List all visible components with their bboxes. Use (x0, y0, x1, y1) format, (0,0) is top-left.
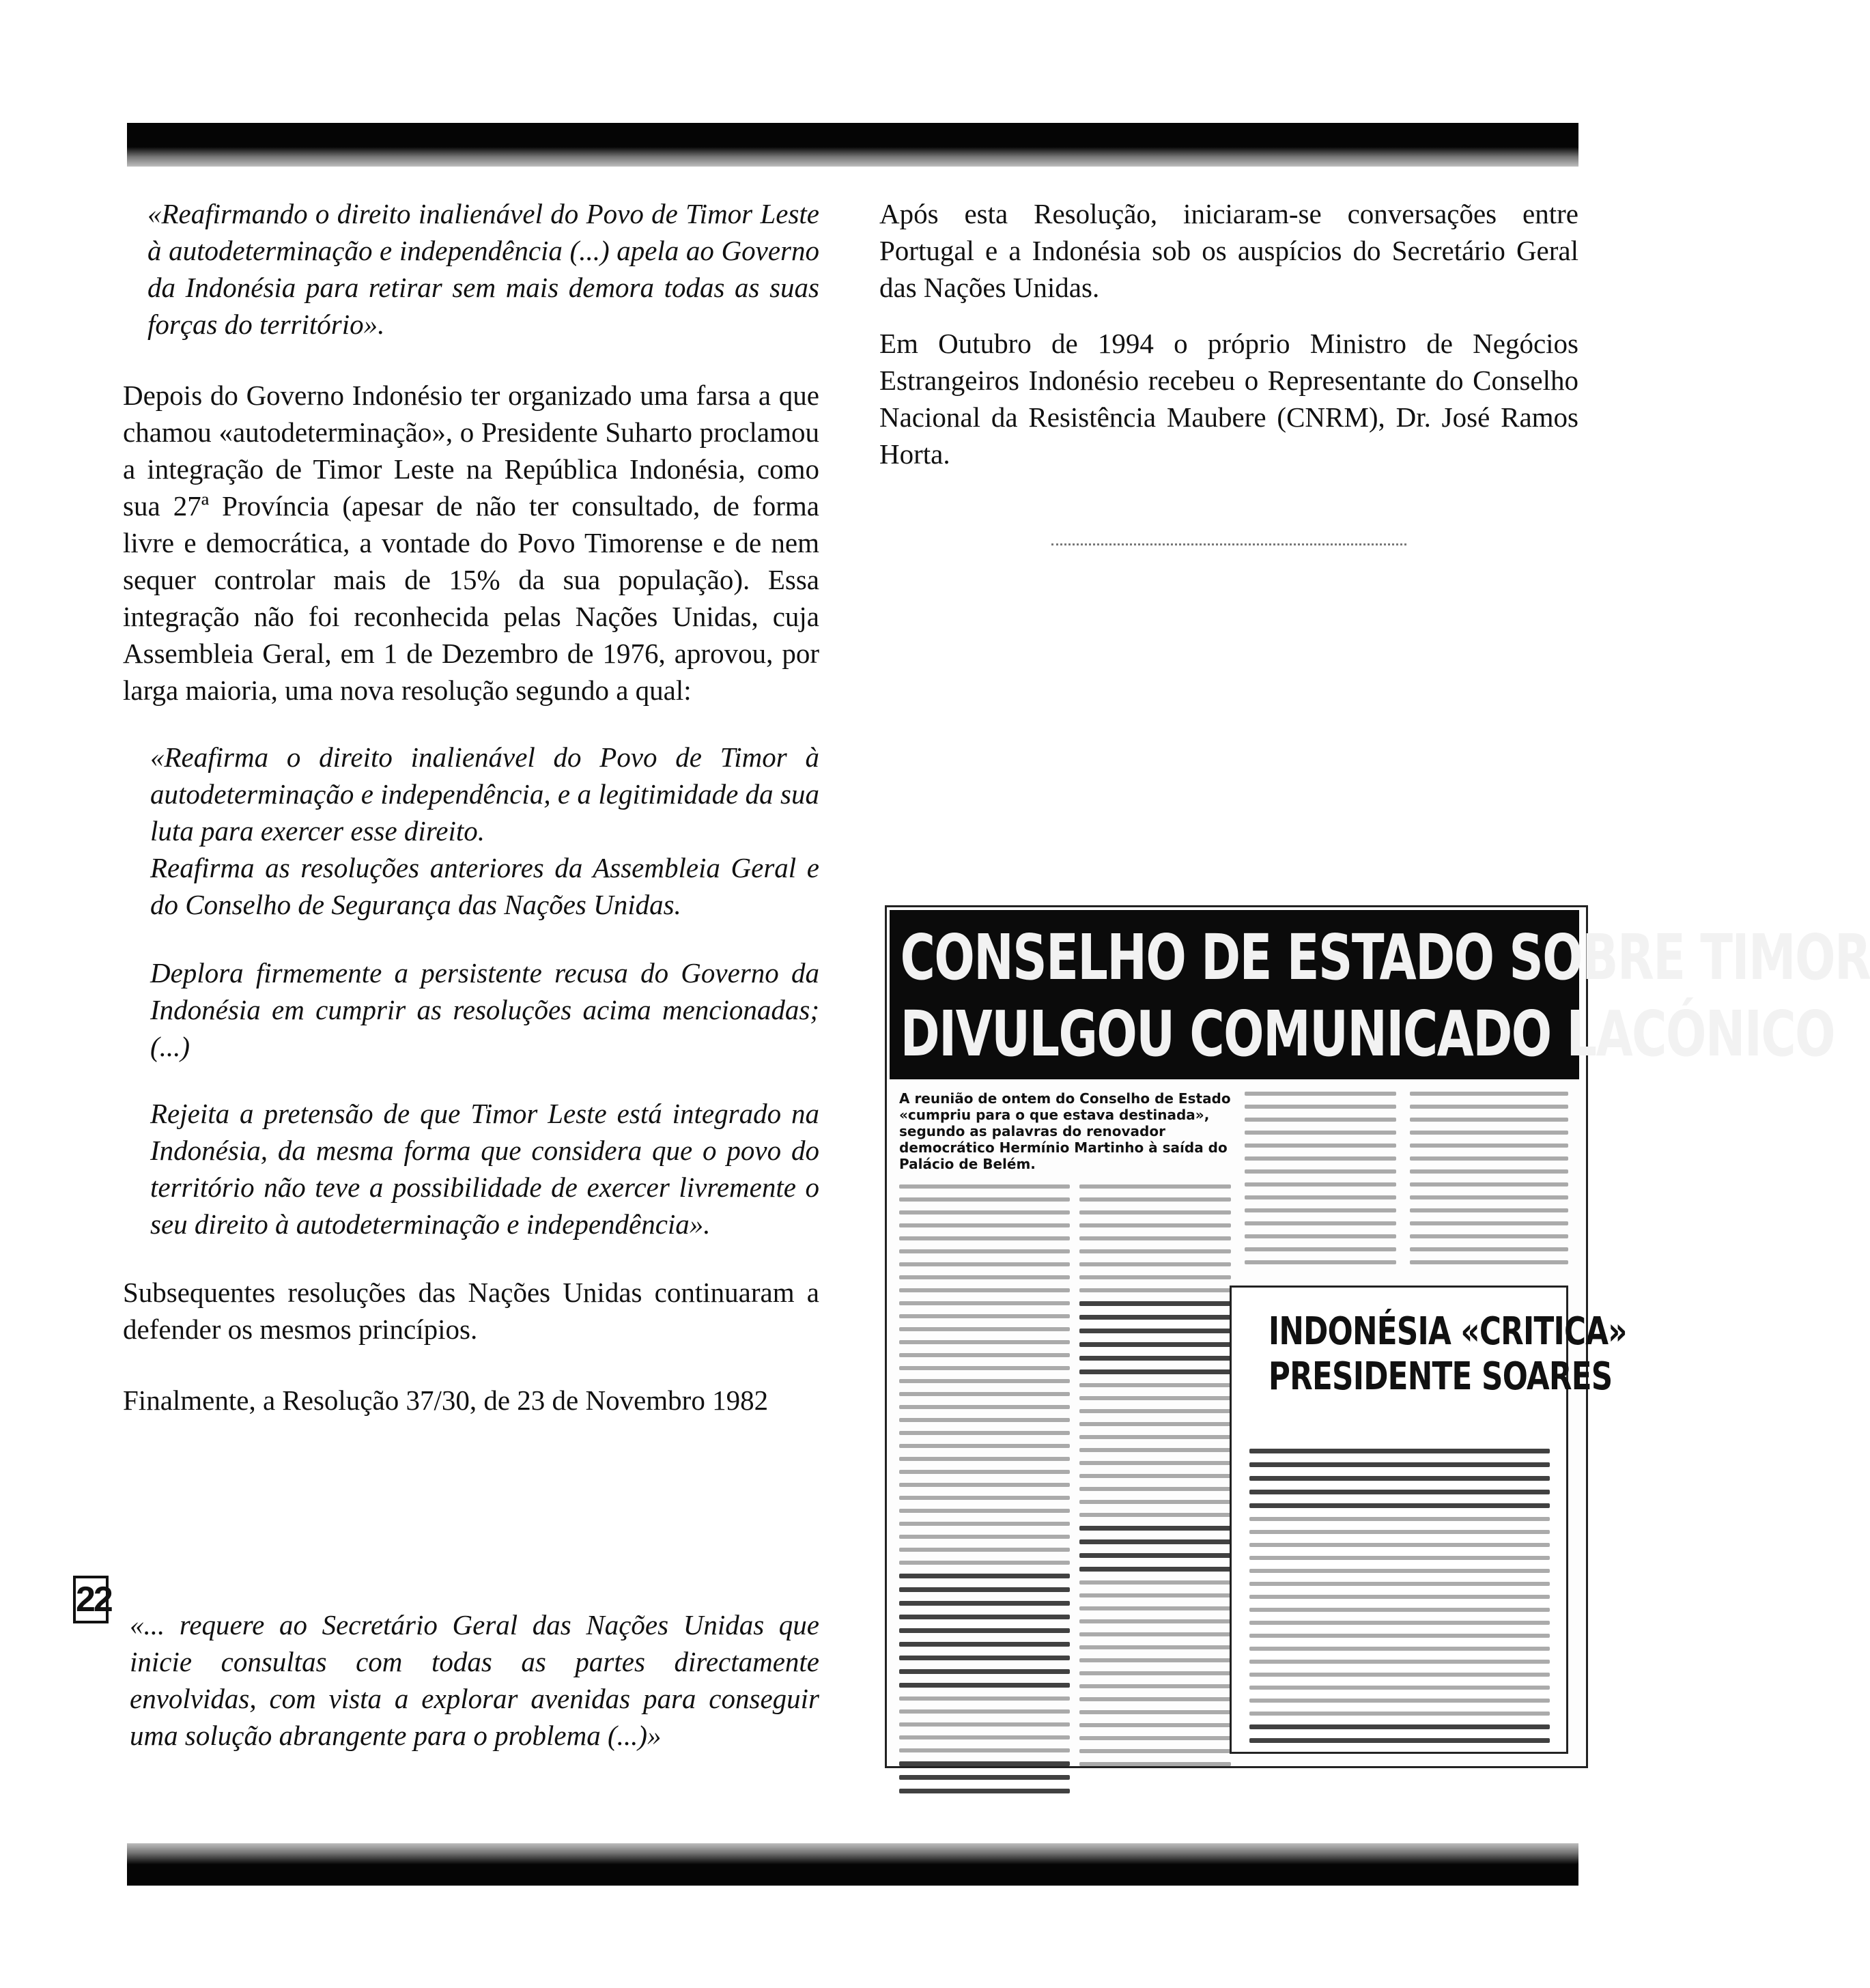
left-column (123, 195, 819, 1442)
paragraph-integration: Depois do Governo Indonésio ter organizado uma farsa a que chamou «autodeterminação», o Presidente Suharto proclamou a integração de Timor Leste na República Indonésia, como sua 27ª Província (apesar de não ter consultado, de forma livre e democrática, a vontade do Povo Timorense e de nem sequer controlar mais de 15% da sua população). Essa integração não foi reconhecida pelas Nações Unidas, cuja Assembleia Geral, em 1 de Dezembro de 1976, aprovou, por larga maioria, uma nova resolução segundo a qual: (123, 380, 819, 706)
top-decorative-bar (127, 123, 1578, 167)
inset-text-block (1249, 1449, 1550, 1752)
quote-1976-part-b: Reafirma as resoluções anteriores da Assembleia Geral e do Conselho de Segurança das Nações Unidas. (150, 852, 819, 920)
page-number: 22 (73, 1576, 109, 1623)
clipping-text-column-2 (1079, 1184, 1231, 1775)
clipping-headline-line-2: DIVULGOU COMUNICADO LACÓNICO (900, 997, 1835, 1070)
paragraph-resolution-37-30: Finalmente, a Resolução 37/30, de 23 de Novembro 1982 (123, 1384, 769, 1416)
clipping-headline-line-1: CONSELHO DE ESTADO SOBRE TIMOR (900, 921, 1870, 994)
paragraph-subsequent: Subsequentes resoluções das Nações Unidas continuaram a defender os mesmos princípios. (123, 1277, 819, 1345)
clipping-inset-article (1230, 1286, 1627, 1754)
paragraph-conversations: Após esta Resolução, iniciaram-se conversações entre Portugal e a Indonésia sob os auspícios do Secretário Geral das Nações Unidas. (879, 198, 1578, 303)
quote-1976-part-a: «Reafirma o direito inalienável do Povo de Timor à autodeterminação e independência, e a legitimidade da sua luta para exercer esse direito. (150, 741, 819, 847)
newspaper-clipping (885, 905, 1870, 1768)
bottom-decorative-bar (127, 1843, 1578, 1886)
inset-headline (1232, 1309, 1627, 1400)
dotted-separator (1051, 543, 1406, 545)
inset-headline-line-2: PRESIDENTE SOARES (1268, 1354, 1613, 1399)
quote-1976-resolution (150, 739, 819, 1242)
clipping-text-column-3 (1245, 1092, 1396, 1273)
quote-1976-part-c: Deplora firmemente a persistente recusa do Governo da Indonésia em cumprir as resoluções acima mencionadas; (...) (150, 957, 819, 1062)
clipping-text-column-1 (899, 1184, 1070, 1802)
quote-1974-resolution: «Reafirmando o direito inalienável do Povo de Timor Leste à autodeterminação e independência (...) apela ao Governo da Indonésia para retirar sem mais demora todas as suas forças do território». (147, 198, 819, 340)
inset-headline-line-1: INDONÉSIA «CRITICA» (1268, 1309, 1627, 1354)
paragraph-ramos-horta: Em Outubro de 1994 o próprio Ministro de Negócios Estrangeiros Indonésio recebeu o Representante do Conselho Nacional da Resistência Maubere (CNRM), Dr. José Ramos Horta. (879, 328, 1578, 470)
clipping-text-column-4 (1410, 1092, 1568, 1273)
clipping-lead: A reunião de ontem do Conselho de Estado «cumpriu para o que estava destinada», segundo as palavras do renovador democrático Hermínio Martinho à saída do Palácio de Belém. (899, 1090, 1231, 1172)
quote-1982-resolution: «... requere ao Secretário Geral das Nações Unidas que inicie consultas com todas as partes directamente envolvidas, com vista a explorar avenidas para conseguir uma solução abrangente para o problema (...)» (130, 1609, 819, 1751)
quote-1976-part-d: Rejeita a pretensão de que Timor Leste está integrado na Indonésia, da mesma forma que considera que o povo do território não teve a possibilidade de exercer livremente o seu direito à autodeterminação e independência». (150, 1098, 819, 1240)
clipping-headline (890, 910, 1870, 1079)
right-column (879, 195, 1578, 496)
